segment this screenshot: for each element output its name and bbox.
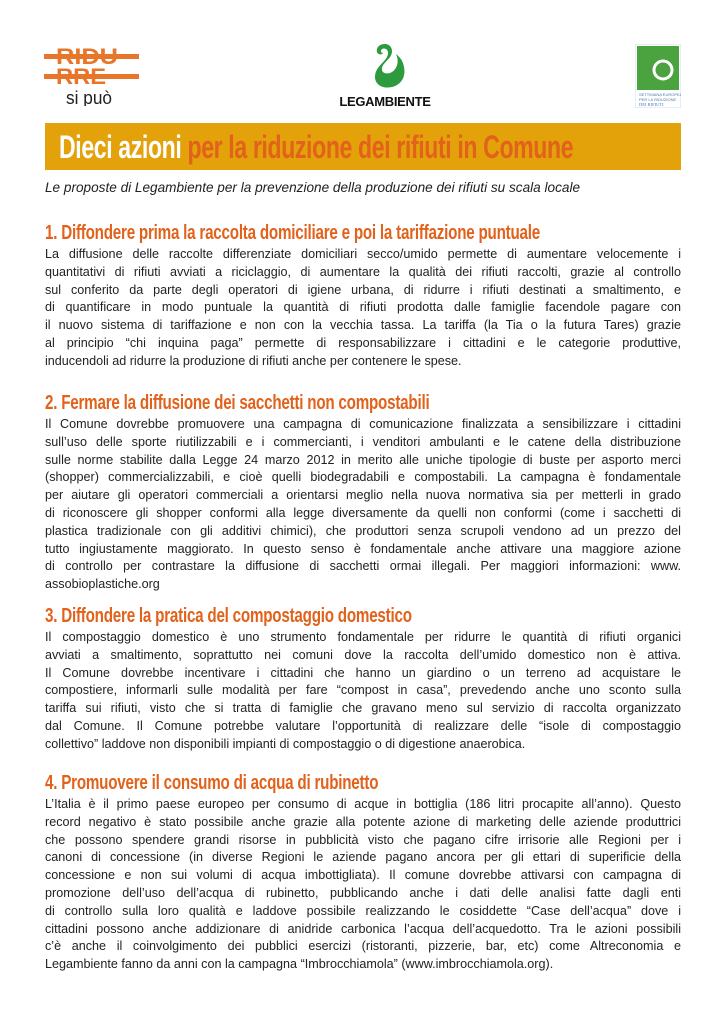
svg-text:DEI RIFIUTI: DEI RIFIUTI — [639, 102, 664, 107]
paragraph-line: c’è anche il coinvolgimento dei pubblici esercizi (ristoranti, pizzerie, bar, etc) come Altreconomia e — [45, 939, 681, 954]
paragraph-line: L’Italia è il primo paese europeo per consumo di acque in bottiglia (186 litri procapite all’anno). Questo — [45, 797, 681, 811]
settimana-europea-logo — [635, 44, 681, 108]
paragraph-line: avviati a smaltimento, soprattutto nei comuni dove la raccolta dell’umido domestico non è attiva. — [45, 647, 681, 662]
legambiente-wordmark: LEGAMBIENTE — [339, 94, 431, 109]
section-4 — [45, 772, 681, 974]
paragraph-line: di riconoscere gli shopper conformi alla legge diversamente da quelli non conformi (come i sacchetti di — [45, 505, 681, 520]
paragraph-line: Il Comune dovrebbe incentivare i cittadini che hanno un giardino o un terreno ad acquistare le — [45, 665, 681, 680]
paragraph-line: di controllo per contrastare la diffusione di sacchetti ormai illegali. Per maggiori informazioni: www. — [45, 559, 681, 574]
paragraph-line: compostiere, informarli sulle modalità per fare “compost in casa”, prevedendo anche uno sconto sulla — [45, 683, 681, 698]
svg-text:si può: si può — [66, 88, 112, 106]
title-white-part: Dieci azioni — [59, 129, 182, 165]
paragraph-line: canoni di concessione (in diverse Regioni le aziende pagano ancora per gli ettari di superificie della — [45, 850, 681, 865]
paragraph-line: Il Comune dovrebbe promuovere una campagna di comunicazione finalizzata a sensibilizzare i cittadini — [45, 417, 681, 431]
paragraph-line: sul conferito da parte degli operatori di igiene urbana, di ridurre i rifiuti destinati a smaltimento, e — [45, 282, 681, 297]
paragraph-line: quantitativi di rifiuti avviati a riciclaggio, di aumentare la qualità dei rifiuti raccolti, grazie al controllo — [45, 264, 681, 279]
paragraph-line: plastica tradizionale con gli additivi chimici), che produttori senza scrupoli vendono ad un prezzo del — [45, 523, 681, 538]
section-heading: 3. Diffondere la pratica del compostaggio domestico — [45, 605, 412, 627]
paragraph-line: assobioplastiche.org — [45, 577, 160, 592]
section-heading: 1. Diffondere prima la raccolta domiciliare e poi la tariffazione puntuale — [45, 222, 540, 244]
paragraph-line: collettivo” laddove non disponibili impianti di compostaggio o di digestione anaerobica. — [45, 736, 526, 751]
paragraph-line: sull’uso delle sporte riutilizzabili e i commercianti, i venditori ambulanti e le catene della distribuzione — [45, 434, 681, 449]
paragraph-line: tutto ingiustamente maggiorato. In questo senso è fondamentale anche attivare una maggiore azione — [45, 541, 681, 556]
paragraph-line: per aiutare gli operatori commerciali a orientarsi meglio nella nuova normativa sia per metterli in grado — [45, 488, 681, 503]
ridurre-si-puo-logo — [44, 44, 139, 106]
svg-text:PER LA RIDUZIONE: PER LA RIDUZIONE — [639, 97, 677, 102]
section-heading: 2. Fermare la diffusione dei sacchetti non compostabili — [45, 392, 430, 414]
paragraph-line: tariffa sui rifiuti, visto che si tratta di famiglie che gravano meno sul servizio di raccolta organizzato — [45, 701, 681, 716]
section-1 — [45, 222, 681, 371]
page-title — [59, 129, 573, 166]
paragraph-line: il nuovo sistema di tariffazione e non con la vecchia tassa. La tariffa (la Tia o la futura Tares) grazie — [45, 318, 681, 333]
paragraph-line: concessione e non sui volumi di acqua imbottigliata). Il comune dovrebbe attivarsi con campagna di — [45, 868, 681, 883]
title-orange-part: per la riduzione dei rifiuti in Comune — [187, 129, 574, 165]
title-banner — [45, 123, 681, 170]
section-2 — [45, 392, 681, 594]
svg-text:RIDU: RIDU — [56, 44, 118, 69]
section-3 — [45, 605, 681, 754]
paragraph-line: sulle norme stabilite dalla Legge 24 marzo 2012 in merito alle uniche tipologie di buste per asporto merci — [45, 452, 681, 467]
swan-icon — [360, 40, 410, 92]
paragraph-line: cittadini possono anche addizionare di anidride carbonica l’acqua dell’acquedotto. Tra le azioni possibili — [45, 921, 681, 936]
paragraph-line: (shopper) commercializzabili, e cioè quelli biodegradabili e compostabili. La campagna è fondamentale — [45, 470, 681, 485]
svg-text:RRE: RRE — [56, 64, 106, 89]
paragraph-line: al principio “chi inquina paga” permette di responsabilizzare i cittadini e le categorie produttive, — [45, 335, 681, 350]
paragraph-line: che possono spendere grandi risorse in pubblicità visto che pagano cifre irrisorie alle Regioni per i — [45, 832, 681, 847]
paragraph-line: inducendoli ad ridurre la produzione di rifiuti anche per contenere le spese. — [45, 353, 462, 368]
paragraph-line: di quantificare in modo puntuale la quantità di rifiuti prodotta dalle famiglie facendole pagare con — [45, 300, 681, 315]
paragraph-line: record negativo è stato possibile anche grazie alla potente azione di marketing delle aziende produttrici — [45, 814, 681, 829]
subtitle: Le proposte di Legambiente per la prevenzione della produzione dei rifiuti su scala locale — [45, 180, 581, 195]
paragraph-line: Legambiente fanno da anni con la campagna “Imbrocchiamola” (www.imbrocchiamola.org). — [45, 957, 554, 972]
paragraph-line: La diffusione delle raccolte differenziate domiciliari secco/umido permette di aumentare velocemente i — [45, 247, 681, 261]
paragraph-line: Il compostaggio domestico è uno strumento fondamentale per ridurre le quantità di rifiuti organici — [45, 630, 681, 644]
svg-text:SETTIMANA EUROPEA: SETTIMANA EUROPEA — [639, 92, 681, 97]
legambiente-logo — [320, 40, 450, 110]
paragraph-line: di controllo sulla loro qualità e laddove possibile realizzando le cosiddette “Case dell’acqua” dove i — [45, 903, 681, 918]
paragraph-line: dal Comune. Il Comune potrebbe valutare l’opportunità di realizzare delle “isole di compostaggio — [45, 718, 681, 733]
paragraph-line: promozione dell’uso dell’acqua di rubinetto, pubblicando anche i dati delle analisi fatte dagli enti — [45, 885, 681, 900]
section-heading: 4. Promuovere il consumo di acqua di rubinetto — [45, 772, 379, 794]
